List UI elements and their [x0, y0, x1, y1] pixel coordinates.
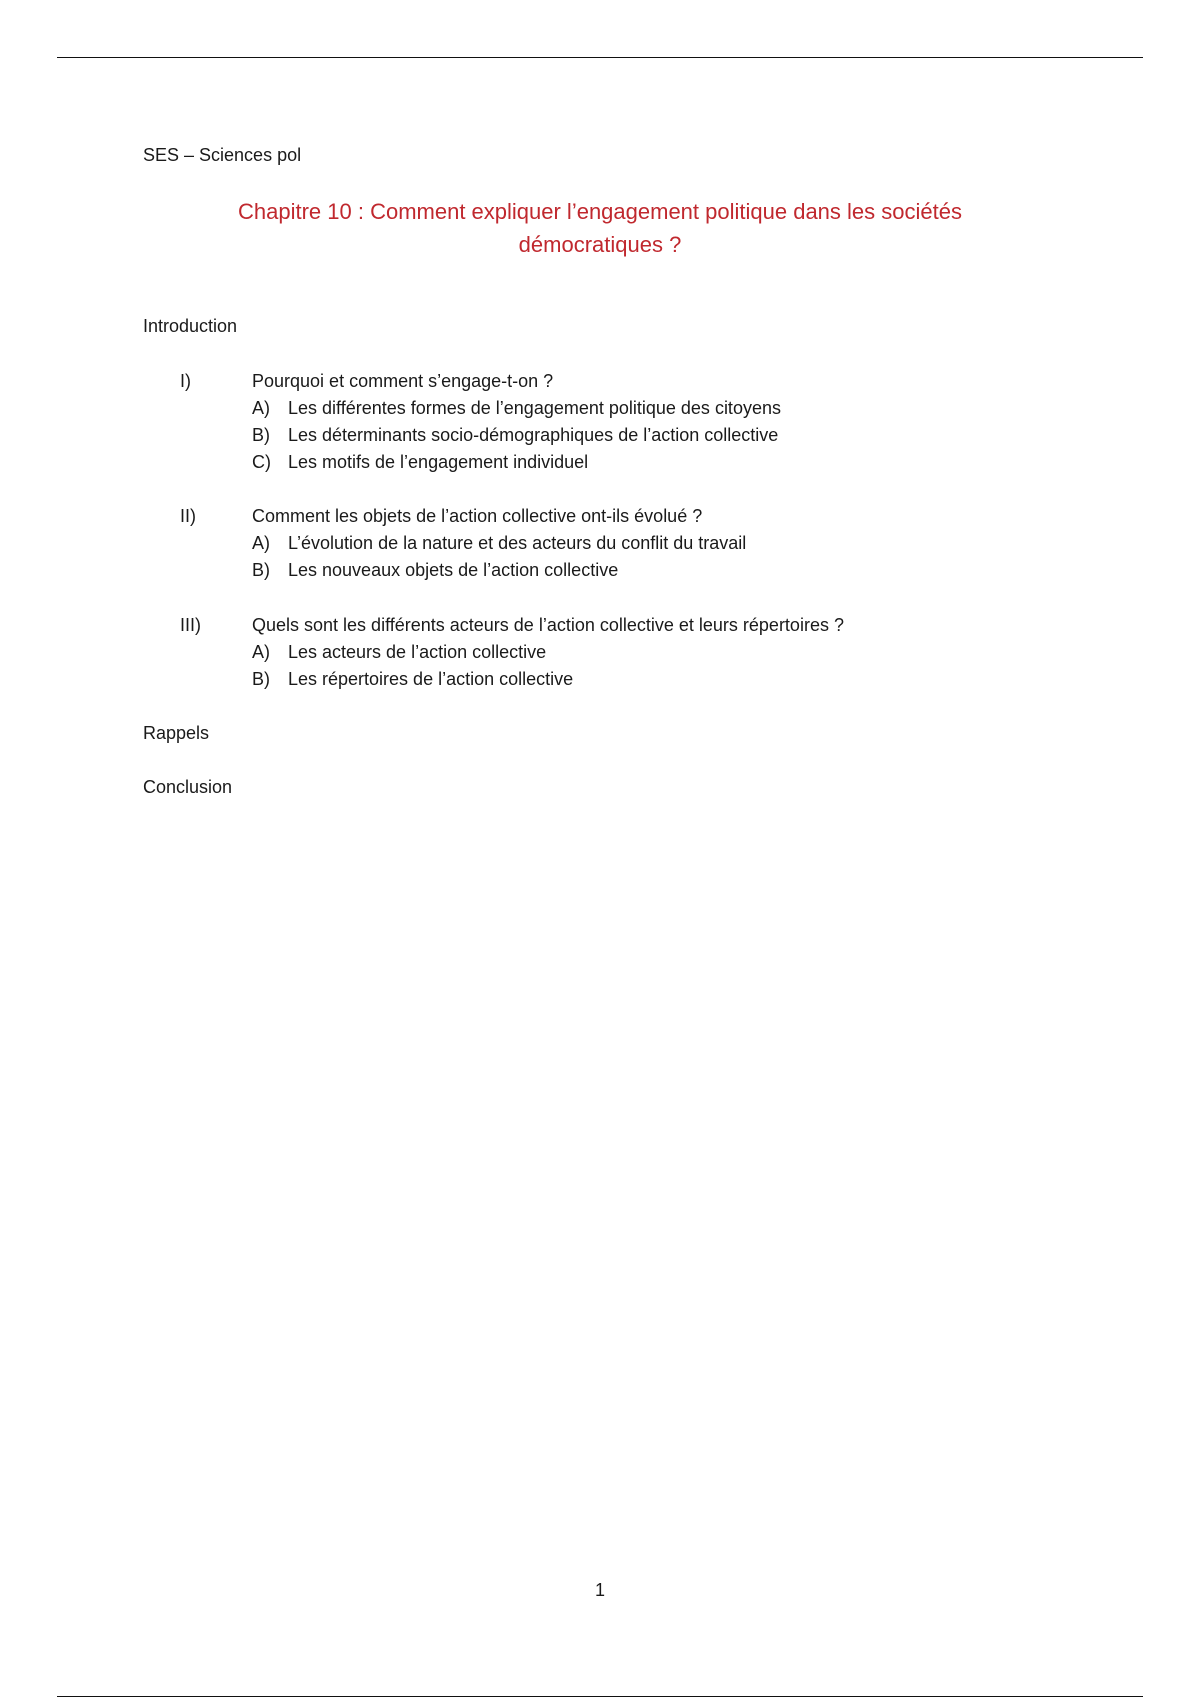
subpart-item: [252, 557, 1043, 584]
footer-rule: [57, 1696, 1143, 1697]
subpart-item: [252, 449, 1043, 476]
subpart-title: Les différentes formes de l’engagement politique des citoyens: [288, 398, 781, 418]
subpart-title: Les motifs de l’engagement individuel: [288, 452, 589, 472]
part-title: Pourquoi et comment s’engage-t-on ?: [252, 371, 554, 391]
subpart-item: [252, 422, 1043, 449]
subpart-letter: A): [252, 642, 270, 662]
subpart-letter: B): [252, 425, 270, 445]
chapter-title-line-1: Chapitre 10 : Comment expliquer l’engagement politique dans les sociétés: [238, 199, 962, 224]
header-rule: [57, 57, 1143, 58]
outline-part-3: [143, 612, 1043, 693]
subpart-item: [252, 666, 1043, 693]
rappels-heading: Rappels: [143, 723, 210, 743]
part-heading: [143, 503, 1043, 530]
subpart-letter: C): [252, 452, 271, 472]
subpart-title: Les nouveaux objets de l’action collective: [288, 560, 619, 580]
subpart-title: Les déterminants socio-démographiques de l’action collective: [288, 425, 779, 445]
subpart-letter: B): [252, 560, 270, 580]
part-number: III): [180, 615, 201, 635]
subpart-title: Les répertoires de l’action collective: [288, 669, 574, 689]
part-number: II): [180, 506, 196, 526]
subpart-title: Les acteurs de l’action collective: [288, 642, 547, 662]
outline-part-2: [143, 503, 1043, 584]
part-heading: [143, 368, 1043, 395]
part-title: Comment les objets de l’action collective ont-ils évolué ?: [252, 506, 703, 526]
chapter-title-line-2: démocratiques ?: [518, 232, 682, 257]
subpart-letter: A): [252, 533, 270, 553]
part-title: Quels sont les différents acteurs de l’action collective et leurs répertoires ?: [252, 615, 844, 635]
subpart-letter: B): [252, 669, 270, 689]
subpart-item: [252, 639, 1043, 666]
subpart-title: L’évolution de la nature et des acteurs du conflit du travail: [288, 533, 747, 553]
course-label: SES – Sciences pol: [143, 145, 302, 165]
part-number: I): [180, 371, 191, 391]
subpart-item: [252, 395, 1043, 422]
outline-part-1: [143, 368, 1043, 476]
conclusion-heading: Conclusion: [143, 777, 233, 797]
part-heading: [143, 612, 1043, 639]
introduction-heading: Introduction: [143, 316, 238, 336]
page-number: 1: [594, 1580, 605, 1600]
subpart-letter: A): [252, 398, 270, 418]
chapter-title: [143, 195, 1057, 261]
subpart-item: [252, 530, 1043, 557]
